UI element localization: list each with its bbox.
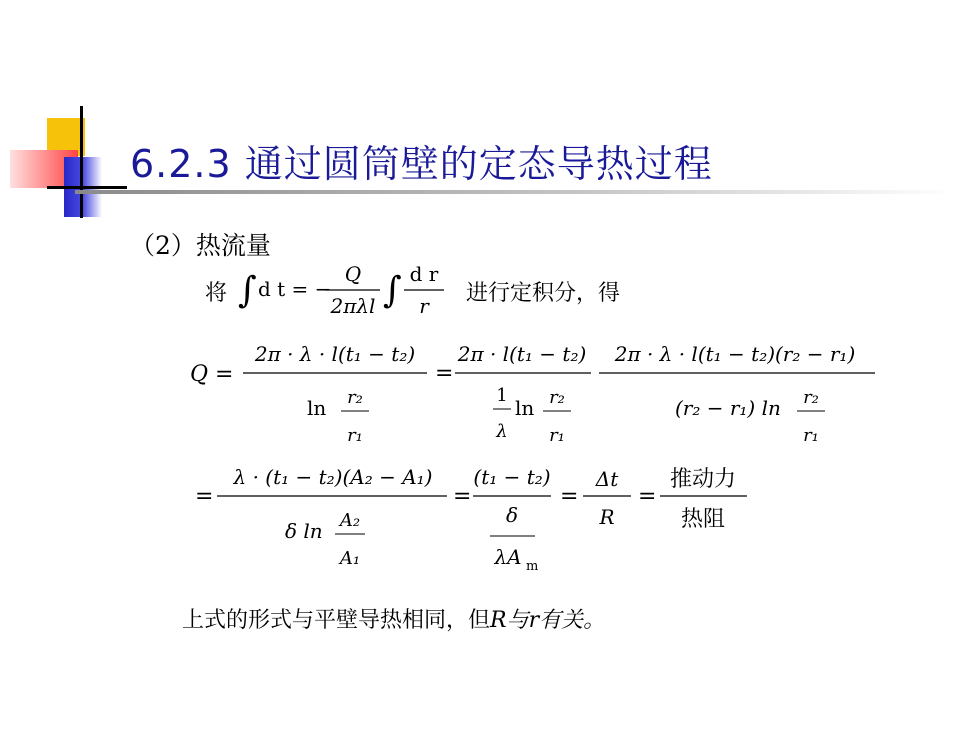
eq1-f2-den-num: r₂ [549,387,565,408]
equation-line-1 [185,335,885,455]
decor-vertical-line [80,106,83,218]
eq2-g1-den-ln: δ ln [285,519,323,543]
eq2-equals-2: = [560,484,579,509]
conclusion-r: r [528,608,540,633]
eq1-f1-den-den: r₁ [347,425,363,446]
eq2-g2-den-sub: m [526,559,539,574]
slide-title: 6.2.3 通过圆筒壁的定态导热过程 [130,142,713,186]
eq2-g2-num: (t₁ − t₂) [473,465,551,489]
integral-sign: ∫ [238,270,257,311]
integral-r-denom: r [419,294,429,318]
integral-numer: Q [344,262,362,286]
intro-suffix: 进行定积分，得 [466,281,621,306]
eq1-equals-1: = [435,361,454,386]
conclusion-mid: 与 [506,608,529,633]
conclusion-text [182,603,605,634]
integral-lhs: d t = − [258,277,332,301]
eq1-f1-den-ln: ln [307,396,327,420]
section-subtitle: （2）热流量 [130,231,271,260]
eq2-equals-1: = [453,484,472,509]
integral-denom: 2πλl [330,294,376,318]
eq2-g2-den-num: δ [505,503,519,527]
eq1-f1-num: 2π · λ · l(t₁ − t₂) [254,342,416,366]
eq1-f1-den-num: r₂ [347,387,363,408]
eq2-g2-den-den: λA [494,545,522,569]
conclusion-R: R [490,608,507,633]
equation-line-2 [185,458,785,583]
eq1-f3-den-prefix: (r₂ − r₁) ln [675,396,781,420]
decor-horizontal-line [47,186,127,189]
eq2-g1-num: λ · (t₁ − t₂)(A₂ − A₁) [233,465,433,489]
eq1-f3-num: 2π · λ · l(t₁ − t₂)(r₂ − r₁) [614,342,856,366]
eq1-f2-den-lambda: λ [496,421,508,442]
conclusion-prefix: 上式的形式与平壁导热相同，但 [182,608,491,633]
integral-equation [228,258,458,322]
eq2-g3-num: Δt [595,467,619,491]
eq1-f3-den-num: r₂ [803,387,819,408]
integral-r-numer: d r [409,262,439,286]
eq2-g1-den-num: A₂ [339,510,361,531]
eq1-f2-den-one: 1 [496,385,508,406]
eq2-g1-den-den: A₁ [339,548,361,569]
title-underline [75,190,955,194]
eq2-g3-den: R [599,505,615,529]
eq1-f2-den-den: r₁ [549,425,565,446]
intro-prefix: 将 [205,281,228,306]
eq2-equals-3: = [638,484,657,509]
eq2-equals-0: = [195,484,214,509]
eq1-f2-den-ln: ln [515,396,535,420]
conclusion-suffix: 有关。 [539,608,606,633]
eq1-f3-den-den: r₁ [803,425,819,446]
eq2-g4-den: 热阻 [680,507,726,532]
integral-sign-2: ∫ [383,270,402,311]
eq2-g4-num: 推动力 [669,467,737,492]
eq1-f2-num: 2π · l(t₁ − t₂) [457,342,587,366]
eq1-lhs: Q = [190,362,234,387]
